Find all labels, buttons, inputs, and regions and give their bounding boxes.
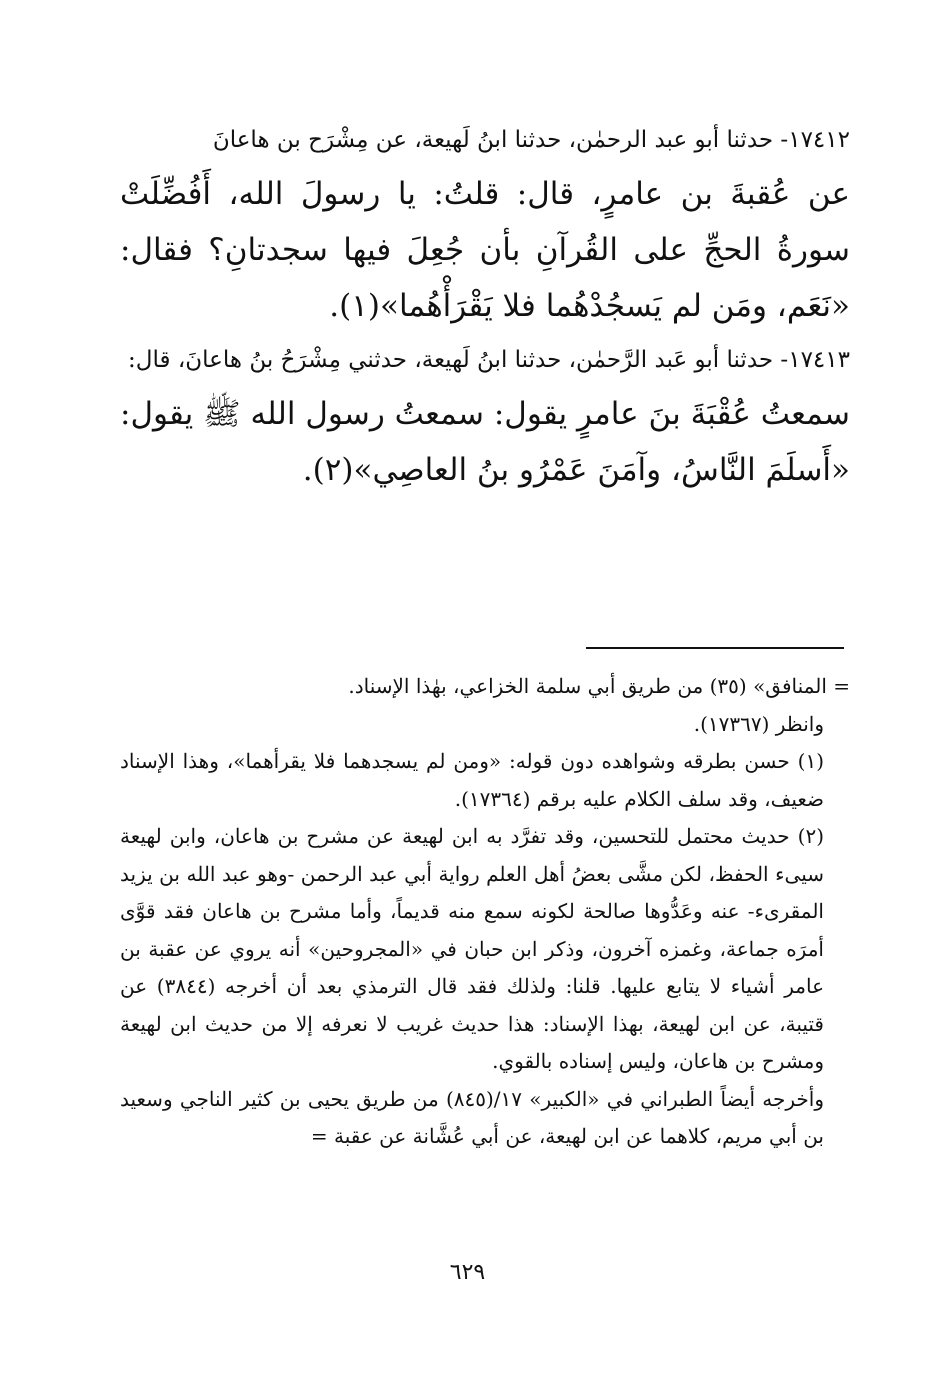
footnote-2: (٢) حديث محتمل للتحسين، وقد تفرَّد به ابن لهيعة عن مشرح بن هاعان، وابن لهيعة سيىء الحفظ، لكن مشَّى بعضُ أهل العلم رواية أبي عبد الرحمن -وهو عبد الله بن يزيد المقرىء- عنه وعَدُّوها صالحة لكونه سمع منه قديماً، وأما مشرح بن هاعان فقد قوَّى أمرَه جماعة، وغمزه آخرون، وذكر ابن حبان في «المجروحين» أنه يروي عن عقبة بن عامر أشياء لا يتابع عليها. قلنا: ولذلك فقد قال الترمذي بعد أن أخرجه (٣٨٤٤) عن قتيبة، عن ابن لهيعة، بهذا الإسناد: هذا حديث غريب لا نعرفه إلا من حديث ابن لهيعة ومشرح بن هاعان، وليس إسناده بالقوي.: [120, 824, 824, 1073]
footnote-continuation: = المنافق» (٣٥) من طريق أبي سلمة الخزاعي، بهٰذا الإسناد.: [348, 674, 850, 698]
footnotes: [120, 668, 850, 1156]
hadith-17412-isnad: ١٧٤١٢- حدثنا أبو عبد الرحمٰن، حدثنا ابنُ لَهيعة، عن مِشْرَح بن هاعانَ: [212, 127, 850, 153]
footnote-continuation-ref: وانظر (١٧٣٦٧).: [693, 711, 824, 736]
hadith-17412-matn: عن عُقبةَ بن عامرٍ، قال: قلتُ: يا رسولَ الله، أَفُضِّلَتْ سورةُ الحجِّ على القُرآنِ بأن جُعِلَ فيها سجدتانِ؟ فقال: «نَعَم، ومَن لم يَسجُدْهُما فلا يَقْرَأْهُما»(١).: [120, 176, 850, 324]
footnote-2-continued: وأخرجه أيضاً الطبراني في «الكبير» ١٧/(٨٤٥) من طريق يحيى بن كثير الناجي وسعيد بن أبي مريم، كلاهما عن ابن لهيعة، عن أبي عُشَّانة عن عقبة =: [120, 1086, 824, 1148]
page-number: ٦٢٩: [449, 1260, 486, 1285]
main-text: [120, 118, 850, 502]
footnote-divider: [586, 647, 844, 649]
hadith-17413-isnad: ١٧٤١٣- حدثنا أبو عَبد الرَّحمٰن، حدثنا ابنُ لَهيعة، حدثني مِشْرَحُ بنُ هاعانَ، قال:: [128, 347, 850, 373]
hadith-17413-matn: سمعتُ عُقْبَةَ بنَ عامرٍ يقول: سمعتُ رسول الله ﷺ يقول: «أَسلَمَ النَّاسُ، وآمَنَ عَمْرُو بنُ العاصِي»(٢).: [120, 396, 850, 488]
footnote-1: (١) حسن بطرقه وشواهده دون قوله: «ومن لم يسجدهما فلا يقرأهما»، وهذا الإسناد ضعيف، وقد سلف الكلام عليه برقم (١٧٣٦٤).: [120, 749, 824, 811]
